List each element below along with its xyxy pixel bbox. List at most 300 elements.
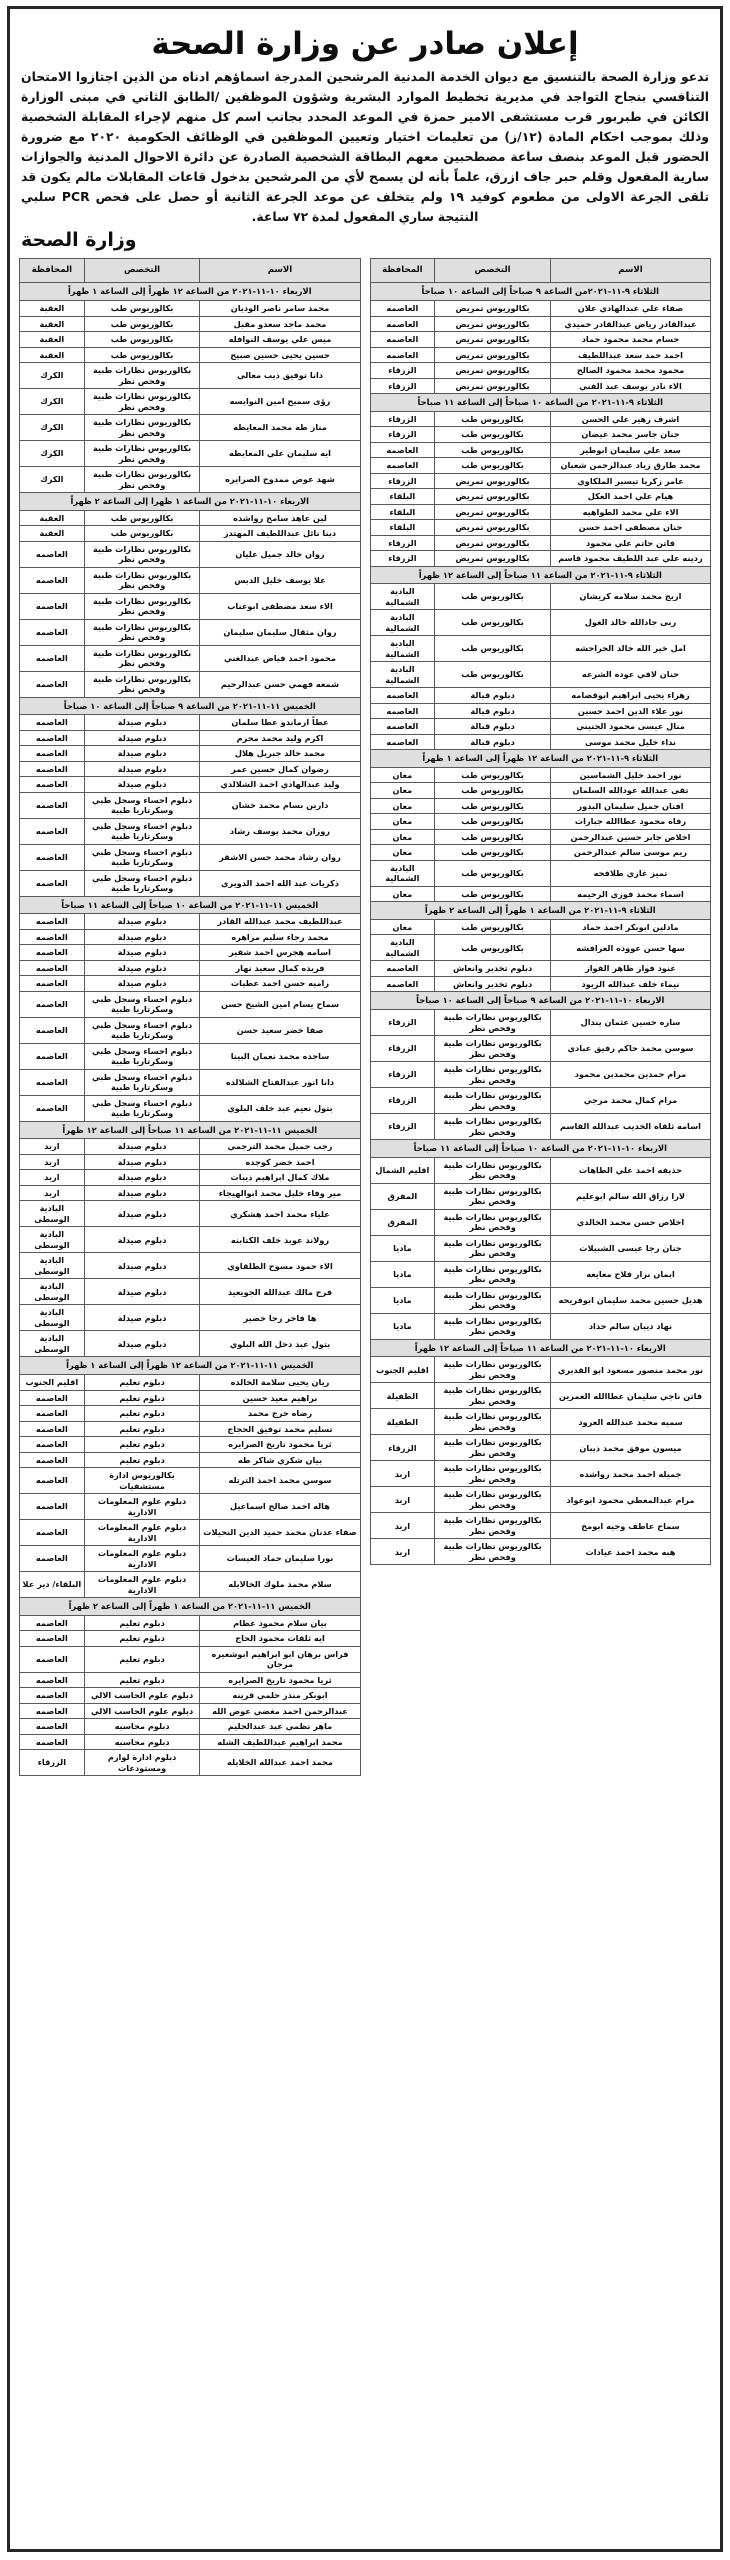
table-row: [370, 347, 711, 363]
table-row: [370, 814, 711, 830]
cell-candidate-name: علياء محمد احمد هشكري: [200, 1201, 360, 1227]
cell-governorate: العاصمه: [20, 730, 85, 746]
cell-governorate: العاصمه: [20, 1421, 85, 1437]
table-row: [20, 1520, 361, 1546]
cell-candidate-name: نور علاء الدين احمد حسين: [550, 703, 710, 719]
cell-governorate: العاصمه: [20, 870, 85, 896]
cell-governorate: العاصمه: [370, 442, 435, 458]
cell-candidate-name: احمد حمد سعد عبداللطيف: [550, 347, 710, 363]
table-row: [370, 719, 711, 735]
cell-specialization: دبلوم صيدلة: [84, 1170, 200, 1186]
announcement-body-text: تدعو وزارة الصحة بالتنسيق مع ديوان الخدمة المدنية المرشحين المدرجة اسماؤهم ادناه من الذين اجتازوا الامتحان التنافسي بنجاح التواجد في مديرية تخطيط الموارد البشرية وشؤون الموظفين /الطابق الثاني في مبنى الوزارة الكائن في طبربور قرب مستشفى الامير حمزة في الموعد المحدد بجانب اسم كل منهم لإجراء المقابلة الشخصية وذلك بموجب احكام المادة (١٢/ز) من تعليمات اختيار وتعيين الموظفين في الوظائف الحكومية ٢٠٢٠ مع ضرورة الحضور قبل الموعد بنصف ساعة مصطحبين معهم البطاقة الشخصية الصادرة عن دائرة الاحوال المدنية والجوازات سارية المفعول وقلم حبر جاف ازرق، علماً بأنه لن يسمح لأي من المرشحين بدخول قاعات المقابلات مالم يكون قد تلقى الجرعة الاولى من مطعوم كوفيد ١٩ ولم يتخلف عن موعد الجرعة الثانية أو حصل على فحص PCR سلبي النتيجة ساري المفعول لمدة ٧٢ ساعة.: [21, 68, 710, 225]
right-table-column: [370, 258, 712, 1565]
table-row: [370, 860, 711, 886]
cell-governorate: العاصمه: [20, 761, 85, 777]
cell-specialization: بكالوريوس نظارات طبية وفحص نظر: [435, 1114, 551, 1140]
cell-specialization: دبلوم احساء وسجل طبي وسكرتاريا طبية: [84, 792, 200, 818]
cell-governorate: العاصمه: [20, 1646, 85, 1672]
cell-specialization: بكالوريوس تمريض: [435, 347, 551, 363]
cell-governorate: العاصمه: [20, 1546, 85, 1572]
cell-governorate: العاصمه: [20, 567, 85, 593]
cell-candidate-name: ربى جادالله خالد الغول: [550, 610, 710, 636]
cell-specialization: دبلوم صيدلة: [84, 1201, 200, 1227]
table-row: [20, 1305, 361, 1331]
table-row: [20, 301, 361, 317]
table-row: [370, 1435, 711, 1461]
table-row: [370, 1383, 711, 1409]
cell-governorate: البادية الشمالية: [370, 860, 435, 886]
cell-candidate-name: احمد خضر كوجده: [200, 1154, 360, 1170]
cell-specialization: دبلوم تعليم: [84, 1672, 200, 1688]
column-header-governorate: المحافظة: [370, 259, 435, 283]
table-row: [370, 1357, 711, 1383]
table-row: [370, 1409, 711, 1435]
session-header-row: [370, 902, 711, 920]
cell-candidate-name: محمود احمد فياض عبدالغني: [200, 645, 360, 671]
ministry-signature: [21, 229, 707, 251]
cell-candidate-name: هديل حسين محمد سليمان ابوفريحه: [550, 1287, 710, 1313]
cell-governorate: البلقاء/ دير علا: [20, 1572, 85, 1598]
cell-governorate: العاصمه: [20, 746, 85, 762]
cell-governorate: معان: [370, 886, 435, 902]
cell-governorate: العاصمه: [20, 1468, 85, 1494]
cell-specialization: بكالوريوس طب: [435, 427, 551, 443]
cell-governorate: العاصمه: [370, 688, 435, 704]
cell-candidate-name: حنان لافي عوده الشرعه: [550, 662, 710, 688]
document-frame: [7, 6, 723, 2552]
table-row: [20, 593, 361, 619]
left-table-body: [20, 283, 361, 1776]
table-row: [370, 919, 711, 935]
cell-governorate: العاصمه: [20, 1672, 85, 1688]
cell-governorate: الكرك: [20, 415, 85, 441]
cell-candidate-name: نهاد ديبان سالم حداد: [550, 1313, 710, 1339]
cell-candidate-name: بيان سلام محمود عظام: [200, 1615, 360, 1631]
cell-candidate-name: مرام عبدالمعطي محمود ابوعواد: [550, 1487, 710, 1513]
table-row: [20, 1331, 361, 1357]
cell-specialization: بكالوريوس طب: [84, 301, 200, 317]
cell-governorate: العاصمه: [20, 1719, 85, 1735]
table-row: [20, 1253, 361, 1279]
cell-governorate: العاصمه: [370, 703, 435, 719]
cell-candidate-name: تسليم محمد توفيق الحجاج: [200, 1421, 360, 1437]
cell-candidate-name: سوسن محمد حاكم رفيق عبادي: [550, 1036, 710, 1062]
cell-specialization: بكالوريوس تمريض: [435, 504, 551, 520]
cell-specialization: بكالوريوس نظارات طبية وفحص نظر: [435, 1036, 551, 1062]
cell-governorate: العاصمه: [20, 960, 85, 976]
cell-candidate-name: مادلين ابوبكر احمد حماد: [550, 919, 710, 935]
cell-governorate: العاصمه: [20, 1095, 85, 1121]
cell-specialization: بكالوريوس طب: [435, 845, 551, 861]
table-row: [20, 1069, 361, 1095]
session-header-row: [20, 1357, 361, 1375]
cell-specialization: بكالوريوس تمريض: [435, 363, 551, 379]
cell-specialization: بكالوريوس نظارات طبية وفحص نظر: [435, 1383, 551, 1409]
cell-specialization: بكالوريوس طب: [435, 411, 551, 427]
table-row: [370, 767, 711, 783]
cell-governorate: العاصمه: [370, 458, 435, 474]
cell-specialization: بكالوريوس طب: [435, 458, 551, 474]
table-row: [370, 1539, 711, 1565]
cell-candidate-name: محمد سامر ناصر الوديان: [200, 301, 360, 317]
cell-governorate: العاصمه: [20, 1452, 85, 1468]
table-row: [20, 1572, 361, 1598]
cell-specialization: بكالوريوس طب: [435, 610, 551, 636]
cell-governorate: البادية الشمالية: [370, 662, 435, 688]
cell-governorate: العاصمه: [370, 719, 435, 735]
cell-specialization: بكالوريوس نظارات طبية وفحص نظر: [435, 1487, 551, 1513]
table-row: [20, 792, 361, 818]
table-row: [20, 441, 361, 467]
session-datetime-label: الخميس ١١-١١-٢٠٢١ من الساعة ١ ظهراً إلى الساعة ٢ ظهراً: [20, 1598, 361, 1616]
table-row: [370, 378, 711, 394]
cell-governorate: اربد: [370, 1461, 435, 1487]
table-row: [370, 734, 711, 750]
cell-candidate-name: اريج محمد سلامه كريشان: [550, 584, 710, 610]
session-datetime-label: الثلاثاء ٩-١١-٢٠٢١ من الساعة ١١ صباحاً إلى الساعة ١٢ ظهراً: [370, 566, 711, 584]
table-row: [370, 610, 711, 636]
cell-governorate: ماديا: [370, 1287, 435, 1313]
cell-governorate: معان: [370, 783, 435, 799]
cell-specialization: بكالوريوس طب: [84, 526, 200, 542]
cell-specialization: دبلوم تعليم: [84, 1646, 200, 1672]
table-row: [20, 1750, 361, 1776]
cell-governorate: العاصمه: [370, 734, 435, 750]
cell-specialization: دبلوم تعليم: [84, 1437, 200, 1453]
cell-governorate: معان: [370, 919, 435, 935]
session-header-row: [20, 283, 361, 301]
table-row: [20, 619, 361, 645]
cell-candidate-name: روان خالد جميل عليان: [200, 541, 360, 567]
cell-governorate: اربد: [20, 1154, 85, 1170]
cell-candidate-name: ردينه علي عبد اللطيف محمود قاسم: [550, 551, 710, 567]
table-row: [370, 845, 711, 861]
cell-candidate-name: رولاند عويد خلف الكتابنه: [200, 1227, 360, 1253]
cell-candidate-name: جنان رجا عيسى الشبيلات: [550, 1235, 710, 1261]
cell-candidate-name: فاتن ناجي سليمان عطاالله العمرين: [550, 1383, 710, 1409]
session-datetime-label: الثلاثاء ٩-١١-٢٠٢١ من الساعة ١٢ ظهراً إلى الساعة ١ ظهراً: [370, 750, 711, 768]
cell-specialization: بكالوريوس تمريض: [435, 378, 551, 394]
cell-candidate-name: تقى عبدالله عودالله السلمان: [550, 783, 710, 799]
table-row: [370, 1261, 711, 1287]
cell-specialization: بكالوريوس تمريض: [435, 520, 551, 536]
cell-specialization: بكالوريوس تمريض: [435, 301, 551, 317]
table-row: [20, 332, 361, 348]
cell-specialization: بكالوريوس نظارات طبية وفحص نظر: [84, 567, 200, 593]
cell-candidate-name: عبداللطيف محمد عبدالله القادر: [200, 914, 360, 930]
cell-specialization: بكالوريوس طب: [435, 584, 551, 610]
table-row: [370, 1088, 711, 1114]
cell-governorate: البلقاء: [370, 504, 435, 520]
cell-candidate-name: الاء علي محمد الطواهيه: [550, 504, 710, 520]
cell-governorate: البادية الوسطى: [20, 1253, 85, 1279]
cell-specialization: دبلوم تعليم: [84, 1375, 200, 1391]
cell-specialization: دبلوم صيدلة: [84, 1279, 200, 1305]
table-row: [20, 1185, 361, 1201]
cell-specialization: دبلوم محاسبه: [84, 1719, 200, 1735]
cell-candidate-name: ملاك كمال ابراهيم ذيبات: [200, 1170, 360, 1186]
session-datetime-label: الاربعاء ١٠-١١-٢٠٢١ من الساعة ١٠ صباحاً إلى الساعة ١١ صباحاً: [370, 1140, 711, 1158]
cell-governorate: الزرقاء: [370, 1036, 435, 1062]
cell-candidate-name: زهراء يحيى ابراهيم ابوقضامه: [550, 688, 710, 704]
cell-candidate-name: اسماء محمد فوزي الرحيمه: [550, 886, 710, 902]
cell-specialization: دبلوم احساء وسجل طبي وسكرتاريا طبية: [84, 1017, 200, 1043]
cell-candidate-name: مرام حمدين محمدين محمود: [550, 1062, 710, 1088]
cell-specialization: دبلوم محاسبه: [84, 1734, 200, 1750]
column-header-specialization: التخصص: [84, 259, 200, 283]
session-header-row: [20, 1121, 361, 1139]
cell-governorate: الزرقاء: [370, 411, 435, 427]
cell-candidate-name: عنود فواز ظاهر الفواز: [550, 961, 710, 977]
cell-governorate: الكرك: [20, 441, 85, 467]
table-row: [20, 761, 361, 777]
table-row: [370, 442, 711, 458]
session-datetime-label: الخميس ١١-١١-٢٠٢١ من الساعة ٩ صباحاً إلى الساعة ١٠ صباحاً: [20, 697, 361, 715]
cell-governorate: الكرك: [20, 389, 85, 415]
cell-governorate: العاصمه: [20, 1703, 85, 1719]
cell-candidate-name: اشرف زهير علي الحسن: [550, 411, 710, 427]
cell-candidate-name: سوسن محمد احمد الترتله: [200, 1468, 360, 1494]
table-row: [370, 935, 711, 961]
cell-specialization: دبلوم صيدلة: [84, 777, 200, 793]
cell-governorate: العاصمه: [20, 645, 85, 671]
cell-candidate-name: محمد طارق زياد عبدالرحمن شعبان: [550, 458, 710, 474]
cell-governorate: البادية الشمالية: [370, 636, 435, 662]
cell-specialization: بكالوريوس طب: [435, 636, 551, 662]
cell-governorate: الزرقاء: [370, 551, 435, 567]
cell-specialization: بكالوريوس طب: [435, 829, 551, 845]
cell-candidate-name: ابوبكر منذر حلمي قرينه: [200, 1688, 360, 1704]
cell-candidate-name: محمد ابراهيم عبداللطيف الشله: [200, 1734, 360, 1750]
cell-governorate: الكرك: [20, 363, 85, 389]
table-row: [20, 818, 361, 844]
cell-specialization: دبلوم تعليم: [84, 1615, 200, 1631]
session-header-row: [20, 697, 361, 715]
table-row: [20, 671, 361, 697]
table-row: [20, 1546, 361, 1572]
cell-candidate-name: لارا رزاق الله سالم ابوعليم: [550, 1183, 710, 1209]
cell-specialization: دبلوم صيدلة: [84, 715, 200, 731]
cell-specialization: دبلوم علوم المعلومات الادارية: [84, 1520, 200, 1546]
cell-governorate: معان: [370, 798, 435, 814]
cell-candidate-name: ها فاخر رجا خضير: [200, 1305, 360, 1331]
table-row: [20, 1139, 361, 1155]
cell-governorate: العاصمه: [20, 929, 85, 945]
cell-candidate-name: نور محمد منصور مسعود ابو القديري: [550, 1357, 710, 1383]
cell-governorate: العاصمه: [20, 914, 85, 930]
session-datetime-label: الاربعاء ١٠-١١-٢٠٢١ من الساعة ١٢ ظهراً إلى الساعة ١ ظهراً: [20, 283, 361, 301]
cell-governorate: العاصمه: [20, 976, 85, 992]
cell-specialization: دبلوم قبالة: [435, 734, 551, 750]
table-row: [20, 1043, 361, 1069]
cell-candidate-name: رفاه محمود عطاالله جبارات: [550, 814, 710, 830]
cell-candidate-name: دانا توفيق ذيب معالي: [200, 363, 360, 389]
cell-candidate-name: رضوان كمال حسين عمر: [200, 761, 360, 777]
cell-specialization: دبلوم صيدلة: [84, 1253, 200, 1279]
cell-specialization: بكالوريوس نظارات طبية وفحص نظر: [435, 1313, 551, 1339]
cell-specialization: بكالوريوس نظارات طبية وفحص نظر: [435, 1435, 551, 1461]
table-row: [20, 510, 361, 526]
table-row: [370, 301, 711, 317]
cell-governorate: ماديا: [370, 1313, 435, 1339]
table-row: [370, 798, 711, 814]
table-row: [370, 1287, 711, 1313]
cell-governorate: البلقاء: [370, 520, 435, 536]
cell-governorate: العقبة: [20, 510, 85, 526]
cell-specialization: دبلوم قبالة: [435, 688, 551, 704]
table-row: [20, 316, 361, 332]
column-header-governorate: المحافظة: [20, 259, 85, 283]
table-row: [370, 316, 711, 332]
table-row: [370, 535, 711, 551]
cell-candidate-name: راميه حسن احمد عطيات: [200, 976, 360, 992]
cell-governorate: العاصمه: [20, 1043, 85, 1069]
cell-candidate-name: هبه محمد احمد عيادات: [550, 1539, 710, 1565]
cell-governorate: العقبة: [20, 316, 85, 332]
cell-specialization: دبلوم صيدلة: [84, 761, 200, 777]
cell-governorate: الزرقاء: [370, 473, 435, 489]
cell-candidate-name: نداء خليل محمد موسى: [550, 734, 710, 750]
cell-specialization: دبلوم احساء وسجل طبي وسكرتاريا طبية: [84, 1069, 200, 1095]
cell-candidate-name: جنان جاسر محمد غيضان: [550, 427, 710, 443]
cell-specialization: دبلوم صيدلة: [84, 1331, 200, 1357]
table-row: [370, 636, 711, 662]
cell-candidate-name: اخلاص جابر حسين عبدالرحمن: [550, 829, 710, 845]
cell-specialization: دبلوم صيدلة: [84, 976, 200, 992]
cell-governorate: العقبة: [20, 347, 85, 363]
cell-specialization: بكالوريوس طب: [84, 316, 200, 332]
table-row: [370, 411, 711, 427]
cell-candidate-name: دانا انور عبدالفتاح الشلالده: [200, 1069, 360, 1095]
cell-governorate: العاصمه: [20, 777, 85, 793]
cell-specialization: بكالوريوس طب: [84, 332, 200, 348]
table-row: [370, 332, 711, 348]
table-row: [20, 870, 361, 896]
cell-candidate-name: فرح مالك عبدالله الجويعيد: [200, 1279, 360, 1305]
table-row: [20, 1672, 361, 1688]
cell-specialization: دبلوم تعليم: [84, 1631, 200, 1647]
table-row: [20, 1734, 361, 1750]
table-row: [20, 929, 361, 945]
cell-specialization: دبلوم صيدلة: [84, 1154, 200, 1170]
cell-governorate: البادية الوسطى: [20, 1279, 85, 1305]
cell-specialization: بكالوريوس طب: [435, 935, 551, 961]
cell-governorate: العاصمه: [20, 792, 85, 818]
cell-specialization: دبلوم علوم المعلومات الادارية: [84, 1494, 200, 1520]
session-header-row: [370, 750, 711, 768]
cell-candidate-name: اخلاص حسن محمد الخالدي: [550, 1209, 710, 1235]
table-row: [370, 1183, 711, 1209]
cell-candidate-name: نيماء خلف عبدالله الزيود: [550, 976, 710, 992]
cell-candidate-name: محمود محمد محمود الصالح: [550, 363, 710, 379]
table-row: [20, 1719, 361, 1735]
table-row: [20, 746, 361, 762]
ministry-signature-label: وزارة الصحة: [21, 229, 137, 252]
cell-governorate: العاصمه: [20, 818, 85, 844]
cell-candidate-name: هاله احمد صالح اسماعيل: [200, 1494, 360, 1520]
cell-candidate-name: اسامه ثلقاه الخديب عبدالله القاسم: [550, 1114, 710, 1140]
table-row: [20, 645, 361, 671]
cell-governorate: الكرك: [20, 467, 85, 493]
cell-candidate-name: رؤى سميح امين النوايسه: [200, 389, 360, 415]
cell-specialization: بكالوريوس طب: [435, 767, 551, 783]
cell-specialization: دبلوم صيدلة: [84, 960, 200, 976]
cell-specialization: بكالوريوس نظارات طبية وفحص نظر: [435, 1235, 551, 1261]
table-row: [20, 526, 361, 542]
table-row: [370, 458, 711, 474]
cell-candidate-name: سعد علي سليمان ابوطير: [550, 442, 710, 458]
cell-candidate-name: رضاه حرج محمد: [200, 1406, 360, 1422]
cell-candidate-name: الاء حمود مسوح الطلقاوي: [200, 1253, 360, 1279]
cell-governorate: اربد: [20, 1185, 85, 1201]
table-row: [20, 1615, 361, 1631]
cell-specialization: بكالوريوس تمريض: [435, 535, 551, 551]
session-header-row: [370, 992, 711, 1010]
cell-candidate-name: جميله احمد محمد رواشده: [550, 1461, 710, 1487]
cell-candidate-name: ايمان نزار فلاح معايعه: [550, 1261, 710, 1287]
table-row: [370, 1010, 711, 1036]
cell-governorate: العاصمه: [20, 991, 85, 1017]
cell-candidate-name: حذيفه احمد علي الطاهات: [550, 1157, 710, 1183]
cell-specialization: بكالوريوس طب: [435, 798, 551, 814]
table-row: [370, 1157, 711, 1183]
cell-governorate: العاصمه: [20, 1390, 85, 1406]
table-row: [370, 584, 711, 610]
cell-governorate: اقليم الجنوب: [370, 1357, 435, 1383]
session-header-row: [370, 394, 711, 412]
table-row: [370, 1313, 711, 1339]
session-header-row: [20, 1598, 361, 1616]
cell-specialization: دبلوم احساء وسجل طبي وسكرتاريا طبية: [84, 870, 200, 896]
cell-specialization: دبلوم صيدلة: [84, 730, 200, 746]
table-row: [20, 914, 361, 930]
table-row: [20, 389, 361, 415]
cell-specialization: بكالوريوس طب: [84, 347, 200, 363]
cell-governorate: الزرقاء: [370, 1435, 435, 1461]
cell-candidate-name: رجب جميل محمد الترجمي: [200, 1139, 360, 1155]
session-datetime-label: الثلاثاء ٩-١١-٢٠٢١من الساعة ٩ صباحاً إلى الساعة ١٠ صباحاً: [370, 283, 711, 301]
left-table-column: [19, 258, 361, 1776]
cell-candidate-name: عبدالرحمن احمد مغضي عوض الله: [200, 1703, 360, 1719]
cell-candidate-name: ريان يحيى سلامة الخالده: [200, 1375, 360, 1391]
cell-candidate-name: فراس برهان ابو ابراهيم ابوشعيره مرجان: [200, 1646, 360, 1672]
cell-candidate-name: ساره حسين عثمان يندال: [550, 1010, 710, 1036]
cell-governorate: اربد: [370, 1513, 435, 1539]
cell-candidate-name: صفاء عدنان محمد حميد الدين النحيلات: [200, 1520, 360, 1546]
cell-specialization: بكالوريوس طب: [435, 886, 551, 902]
cell-candidate-name: تميز غازي طلافحه: [550, 860, 710, 886]
session-datetime-label: الاربعاء ١٠-١١-٢٠٢١ من الساعة ١١ صباحاً إلى الساعة ١٢ ظهراً: [370, 1339, 711, 1357]
cell-governorate: العاصمه: [20, 619, 85, 645]
tables-container: [19, 258, 711, 1776]
cell-candidate-name: بيان شكري شاكر طه: [200, 1452, 360, 1468]
cell-governorate: العاصمه: [20, 1437, 85, 1453]
cell-specialization: بكالوريوس نظارات طبية وفحص نظر: [435, 1157, 551, 1183]
cell-candidate-name: افنان جميل سليمان البدور: [550, 798, 710, 814]
page-title: إعلان صادر عن وزارة الصحة: [151, 26, 579, 62]
cell-governorate: البادية الوسطى: [20, 1331, 85, 1357]
table-row: [20, 991, 361, 1017]
cell-candidate-name: بتول عبد دخل الله البلوي: [200, 1331, 360, 1357]
cell-specialization: بكالوريوس طب: [435, 783, 551, 799]
cell-candidate-name: محمد خالد جبريل هلال: [200, 746, 360, 762]
cell-governorate: العقبة: [20, 332, 85, 348]
cell-governorate: العاصمه: [370, 961, 435, 977]
cell-specialization: دبلوم احساء وسجل طبي وسكرتاريا طبية: [84, 818, 200, 844]
table-row: [20, 467, 361, 493]
cell-specialization: دبلوم قبالة: [435, 703, 551, 719]
cell-specialization: بكالوريوس نظارات طبية وفحص نظر: [84, 363, 200, 389]
